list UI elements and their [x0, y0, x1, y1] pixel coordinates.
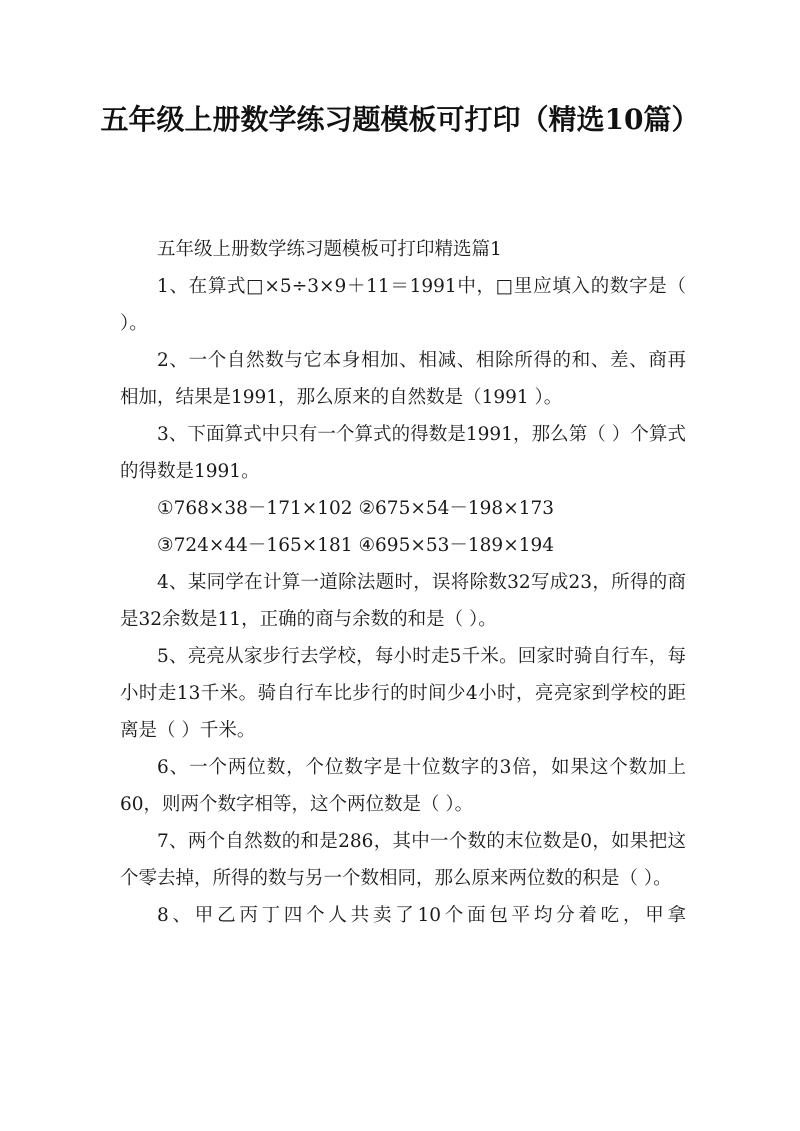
question-7: 7、两个自然数的和是286，其中一个数的末位数是0，如果把这个零去掉，所得的数与另一个数相同，那么原来两位数的积是（ ）。 — [120, 831, 686, 889]
question-2: 2、一个自然数与它本身相加、相减、相除所得的和、差、商再相加，结果是1991，那么原来的自然数是（1991 ）。 — [120, 350, 686, 408]
question-8: 8、甲乙丙丁四个人共卖了10个面包平均分着吃，甲拿 — [157, 905, 686, 926]
document-body — [120, 231, 686, 934]
question-3-option-row-1: ①768×38－171×102 ②675×54－198×173 — [157, 498, 555, 519]
question-1: 1、在算式□×5÷3×9＋11＝1991中，□里应填入的数字是（ ）。 — [120, 276, 686, 334]
question-4: 4、某同学在计算一道除法题时，误将除数32写成23，所得的商是32余数是11，正确的商与余数的和是（ ）。 — [120, 572, 686, 630]
section-heading: 五年级上册数学练习题模板可打印精选篇1 — [157, 239, 502, 260]
question-3-option-row-2: ③724×44－165×181 ④695×53－189×194 — [157, 535, 555, 556]
document-title: 五年级上册数学练习题模板可打印（精选10篇） — [100, 103, 700, 136]
question-5: 5、亮亮从家步行去学校，每小时走5千米。回家时骑自行车，每小时走13千米。骑自行车比步行的时间少4小时，亮亮家到学校的距离是（ ）千米。 — [120, 646, 686, 741]
question-6: 6、一个两位数，个位数字是十位数字的3倍，如果这个数加上60，则两个数字相等，这个两位数是（ ）。 — [120, 757, 686, 815]
question-3: 3、下面算式中只有一个算式的得数是1991，那么第（ ）个算式的得数是1991。 — [120, 424, 686, 482]
